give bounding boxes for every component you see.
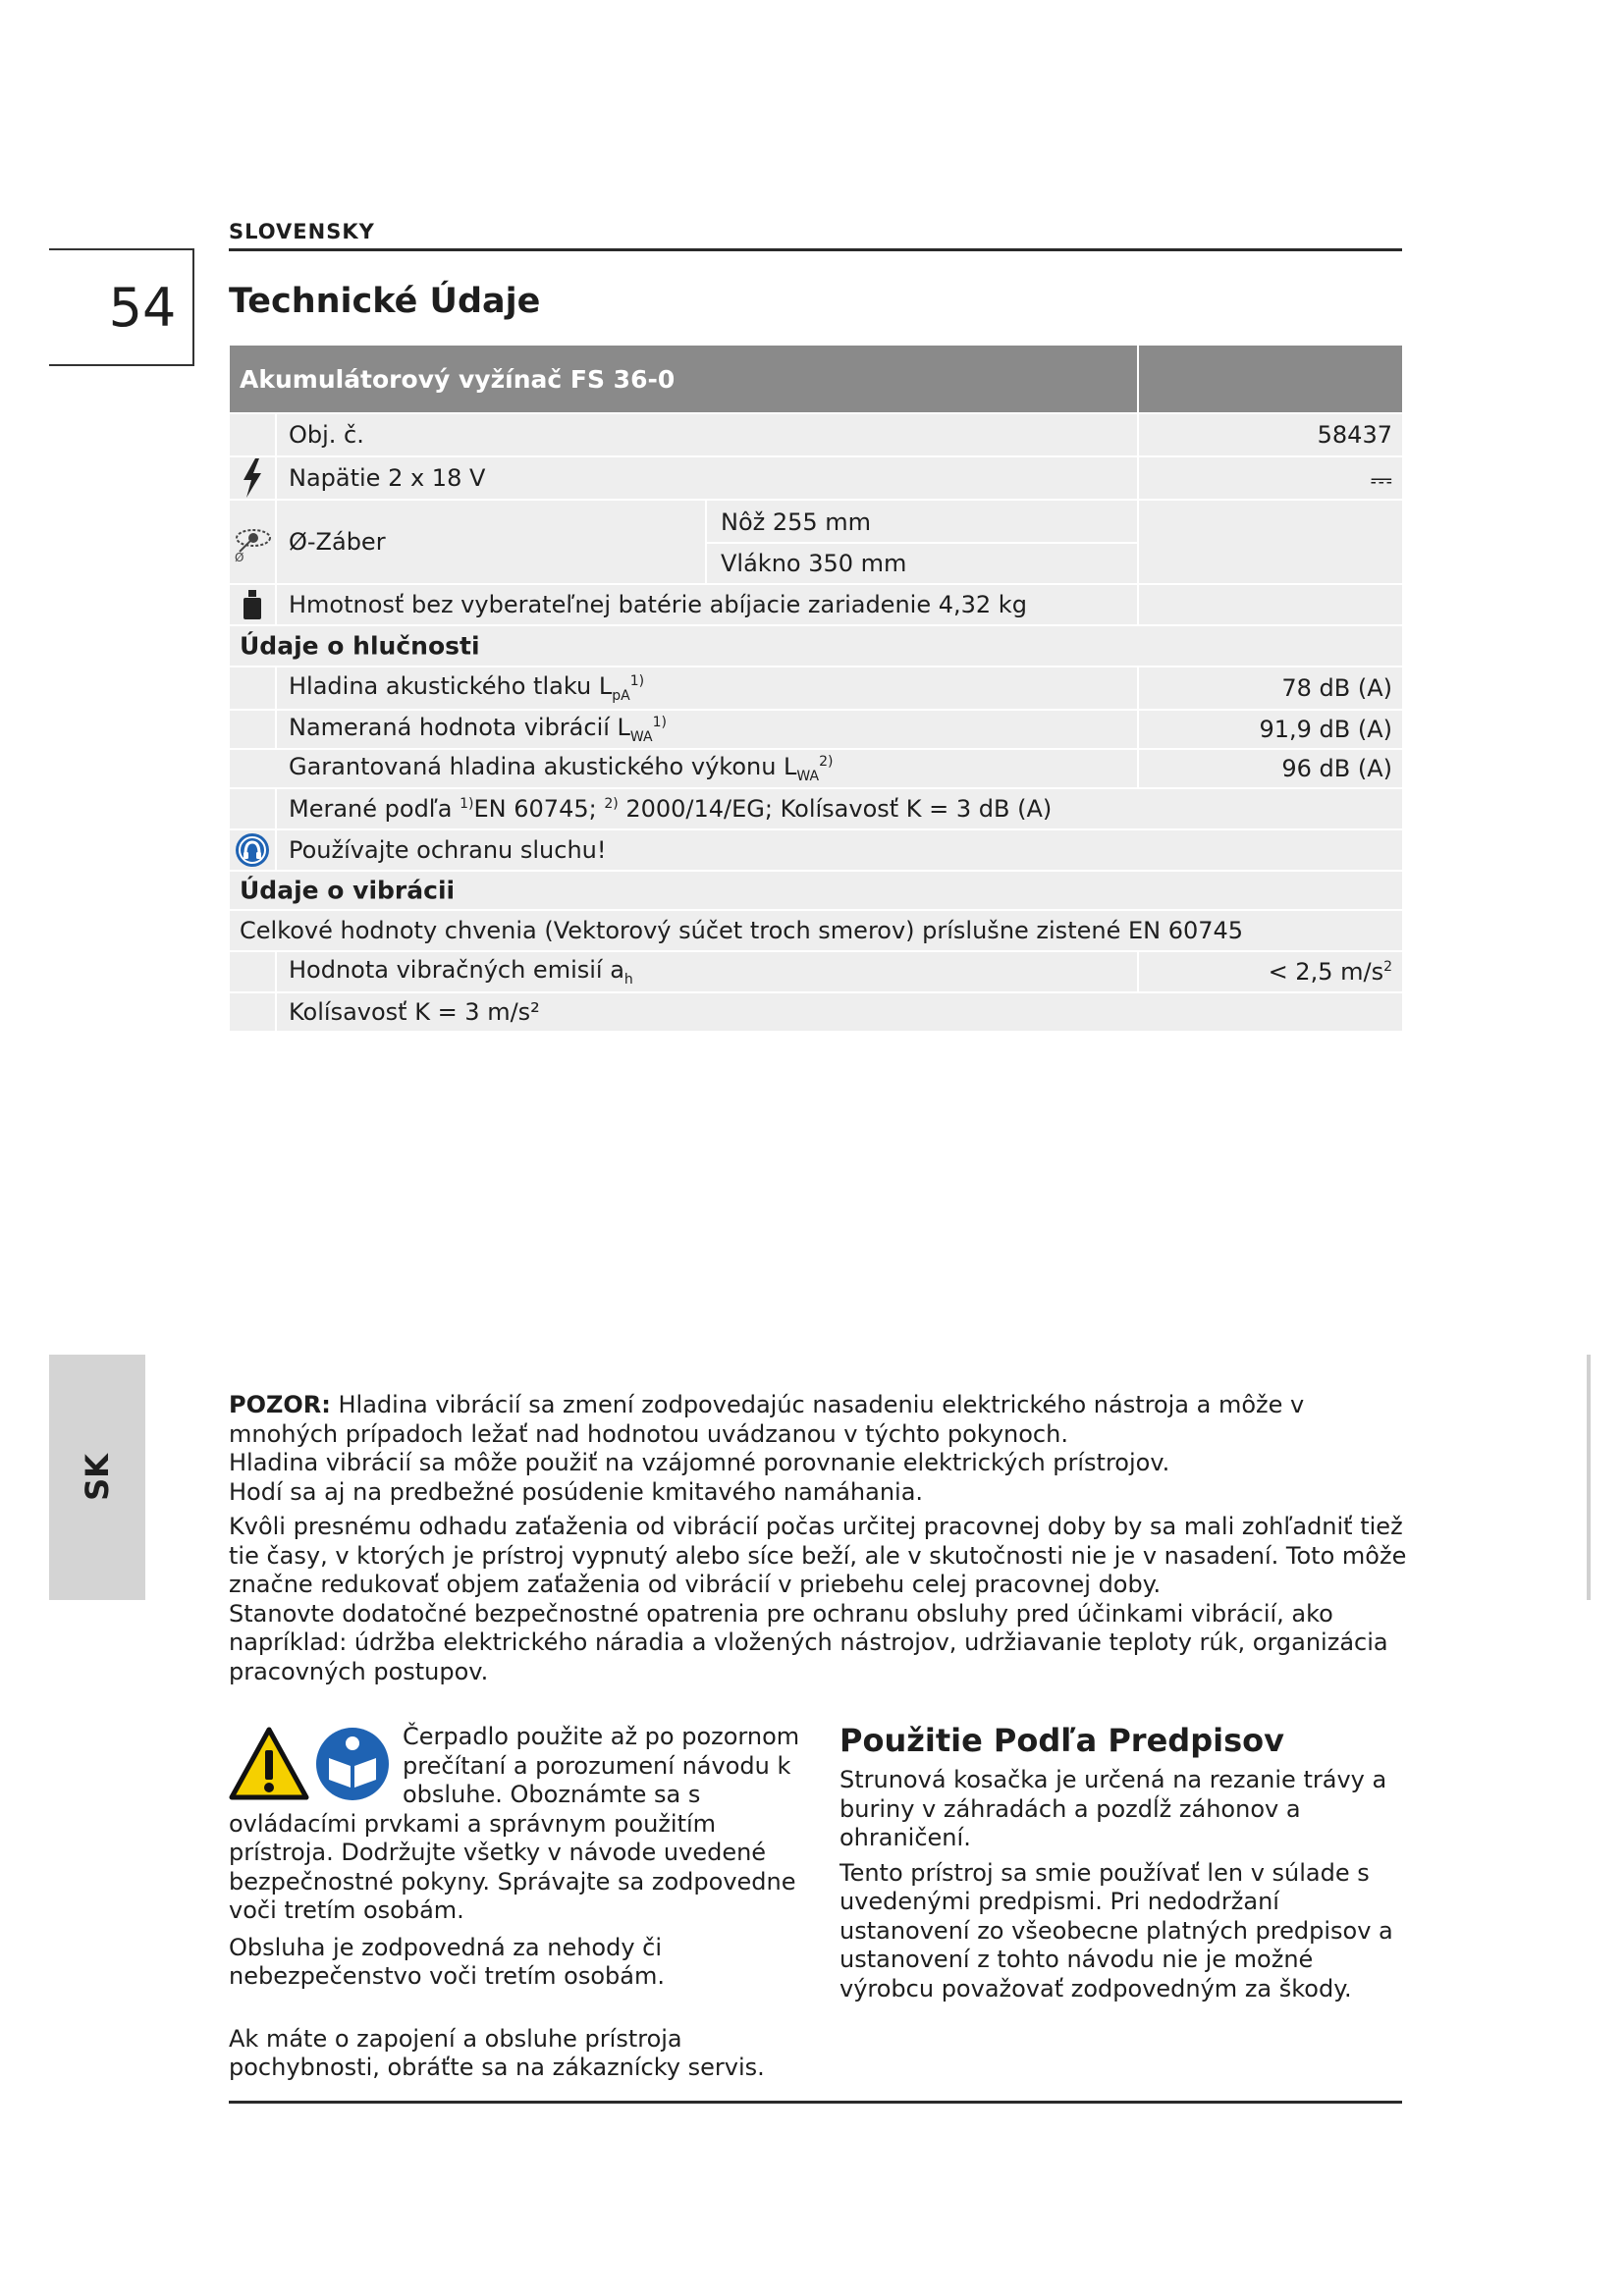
voltage-label: Napätie 2 x 18 V xyxy=(289,464,486,492)
spec-row-order xyxy=(230,414,1402,457)
cut-blade: Nôž 255 mm xyxy=(721,508,872,536)
spec-row-voltage xyxy=(230,457,1402,501)
intended-use xyxy=(839,1723,1409,2003)
vibration-section-title: Údaje o vibrácii xyxy=(240,876,456,905)
hearing-label: Používajte ochranu sluchu! xyxy=(289,836,607,864)
noise-value: 91,9 dB (A) xyxy=(1259,716,1392,743)
vibration-total-row xyxy=(230,911,1402,952)
measured-row xyxy=(230,789,1402,830)
noise-label: Garantovaná hladina akustického výkonu $L_{WA}^{2)}$ xyxy=(289,753,834,784)
noise-row-power xyxy=(230,750,1402,789)
noise-value: 78 dB (A) xyxy=(1281,674,1392,702)
noise-section-title: Údaje o hlučnosti xyxy=(240,631,480,661)
emission-label: Hodnota vibračných emisií $a_h$ xyxy=(289,956,633,988)
measured-label: Merané podľa $^{1)}$EN 60745; $^{2)}$ 2000/14/EG; Kolísavosť K = 3 dB (A) xyxy=(289,795,1053,823)
language-label: SLOVENSKY xyxy=(229,220,375,243)
footer-rule xyxy=(229,2101,1402,2104)
cut-label: Ø-Záber xyxy=(289,528,386,556)
spec-table xyxy=(230,346,1402,1033)
noise-label: Hladina akustického tlaku $L_{pA}^{1)}$ xyxy=(289,672,645,704)
warning-p4: Kvôli presnému odhadu zaťaženia od vibrácií počas určitej pracovnej doby by sa mali zohľadniť tiež tie časy, v ktorých je prístroj vypnutý alebo síce beží, ale v skutočnosti nie je v nasadení. Toto môže značne redukovať objem zaťaženia od vibrácií v priebehu celej pracovnej doby. xyxy=(229,1513,1407,1598)
read-manual-icon xyxy=(315,1727,390,1801)
spec-header-row xyxy=(230,346,1402,414)
vibration-section-heading xyxy=(230,872,1402,911)
noise-row-vibration xyxy=(230,711,1402,750)
side-tab-label: SK xyxy=(79,1454,116,1501)
noise-label: Nameraná hodnota vibrácií $L_{WA}^{1)}$ xyxy=(289,714,667,745)
right-p1: Strunová kosačka je určená na rezanie trávy a buriny v záhradách a pozdĺž záhonov a ohraničení. xyxy=(839,1766,1387,1851)
product-name: Akumulátorový vyžínač FS 36-0 xyxy=(240,365,676,394)
cutting-width-icon xyxy=(232,520,273,563)
left-p1: Čerpadlo použite až po pozornom prečítaní a porozumení návodu k obsluhe. Oboznámte sa s ovládacími prvkami a správnym použitím prístroja. Dodržujte všetky v návode uvedené bezpečnostné pokyny. Správajte sa zodpovedne voči tretím osobám. xyxy=(229,1723,800,1924)
tolerance-row xyxy=(230,993,1402,1033)
emission-row xyxy=(230,952,1402,993)
dc-icon: ⎓ xyxy=(1370,463,1392,497)
tolerance-label: Kolísavosť K = 3 m/s² xyxy=(289,998,540,1026)
warning-triangle-icon xyxy=(229,1727,309,1801)
intended-use-title: Použitie Podľa Predpisov xyxy=(839,1722,1284,1759)
order-label: Obj. č. xyxy=(289,421,364,449)
vibration-warning xyxy=(229,1391,1407,1686)
left-p2: Obsluha je zodpovedná za nehody či nebezpečenstvo voči tretím osobám. xyxy=(229,1933,665,1990)
warning-lead: POZOR: xyxy=(229,1391,331,1418)
warning-p3: Hodí sa aj na predbežné posúdenie kmitavého namáhania. xyxy=(229,1477,924,1506)
vibration-total-label: Celkové hodnoty chvenia (Vektorový súčet troch smerov) príslušne zistené EN 60745 xyxy=(240,917,1244,944)
hearing-row xyxy=(230,830,1402,872)
edge-mark xyxy=(1587,1355,1591,1600)
cut-line: Vlákno 350 mm xyxy=(721,550,907,577)
order-value: 58437 xyxy=(1317,421,1392,449)
noise-row-pressure xyxy=(230,667,1402,711)
spec-row-weight xyxy=(230,585,1402,626)
left-p3: Ak máte o zapojení a obsluhe prístroja pochybnosti, obráťte sa na zákaznícky servis. xyxy=(229,2024,765,2081)
warning-p2: Hladina vibrácií sa môže použiť na vzájomné porovnanie elektrických prístrojov. xyxy=(229,1449,1170,1476)
lightning-icon xyxy=(240,458,265,498)
language-side-tab xyxy=(49,1355,145,1600)
svg-text:Ø: Ø xyxy=(235,551,244,563)
spec-row-cut xyxy=(230,501,1402,585)
warning-p5: Stanovte dodatočné bezpečnostné opatrenia pre ochranu obsluhy pred účinkami vibrácií, ako napríklad: údržba elektrického náradia a vložených nástrojov, udržiavanie teploty rúk, organizácia pracovných postupov. xyxy=(229,1599,1388,1685)
noise-section-heading xyxy=(230,626,1402,667)
warning-p1: Hladina vibrácií sa zmení zodpovedajúc nasadeniu elektrického nástroja a môže v mnohých prípadoch ležať nad hodnotou uvádzanou v týchto pokynoch. xyxy=(229,1391,1305,1448)
page-title: Technické Údaje xyxy=(229,282,541,321)
noise-value: 96 dB (A) xyxy=(1281,755,1392,782)
header-rule xyxy=(229,248,1402,251)
hearing-protection-icon xyxy=(235,832,270,868)
weight-icon xyxy=(242,590,263,619)
safety-icons xyxy=(229,1727,391,1807)
page-number: 54 xyxy=(108,277,177,339)
emission-value: < 2,5 $m/s^2$ xyxy=(1268,958,1392,986)
safety-instructions xyxy=(229,1723,808,2083)
weight-label: Hmotnosť bez vyberateľnej batérie abíjacie zariadenie 4,32 kg xyxy=(289,591,1027,618)
right-p2: Tento prístroj sa smie používať len v súlade s uvedenými predpismi. Pri nedodržaní ustanovení zo všeobecne platných predpisov a ustanovení z tohto návodu nie je možné výrobcu považovať zodpovedným za škody. xyxy=(839,1858,1393,2002)
